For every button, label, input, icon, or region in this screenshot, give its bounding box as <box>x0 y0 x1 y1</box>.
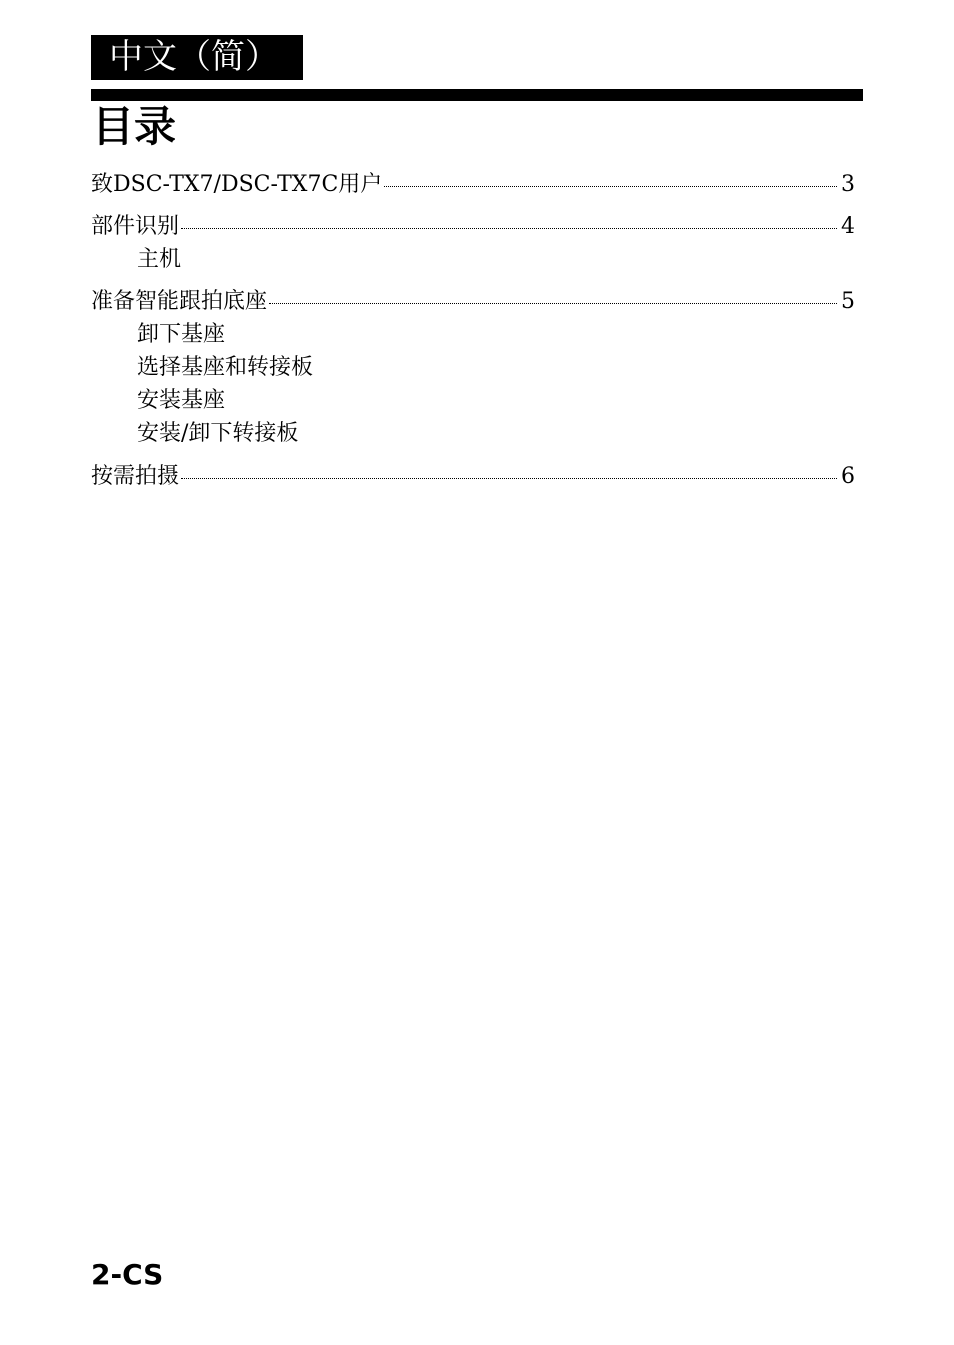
toc-subitem[interactable]: 选择基座和转接板 <box>137 355 314 380</box>
toc-entry-label: 致DSC-TX7/DSC-TX7C用户 <box>91 172 383 197</box>
page-title: 目录 <box>92 102 177 151</box>
toc-entry-parts[interactable] <box>91 212 855 242</box>
toc-entry-label: 准备智能跟拍底座 <box>91 289 268 314</box>
toc-entry-label: 部件识别 <box>91 214 180 239</box>
toc-dot-leader <box>181 227 837 229</box>
toc-dot-leader <box>384 185 837 187</box>
toc-entry-shooting[interactable] <box>91 462 855 492</box>
toc-dot-leader <box>181 477 837 479</box>
toc-entry-preparing-dock[interactable] <box>91 287 855 317</box>
toc-entry-page: 5 <box>841 289 855 314</box>
toc-entry-page: 6 <box>841 464 855 489</box>
toc-subitem[interactable]: 主机 <box>137 247 182 272</box>
table-of-contents <box>91 0 855 1345</box>
page-number: 2-CS <box>91 1258 164 1291</box>
toc-subitem[interactable]: 安装基座 <box>137 388 226 413</box>
language-tab: 中文（简） <box>91 35 303 80</box>
toc-entry-page: 3 <box>841 172 855 197</box>
toc-subitem[interactable]: 安装/卸下转接板 <box>137 421 299 446</box>
toc-entry-page: 4 <box>841 214 855 239</box>
toc-entry-users[interactable] <box>91 170 855 200</box>
toc-subitem[interactable]: 卸下基座 <box>137 322 226 347</box>
toc-dot-leader <box>269 302 837 304</box>
toc-entry-label: 按需拍摄 <box>91 464 180 489</box>
